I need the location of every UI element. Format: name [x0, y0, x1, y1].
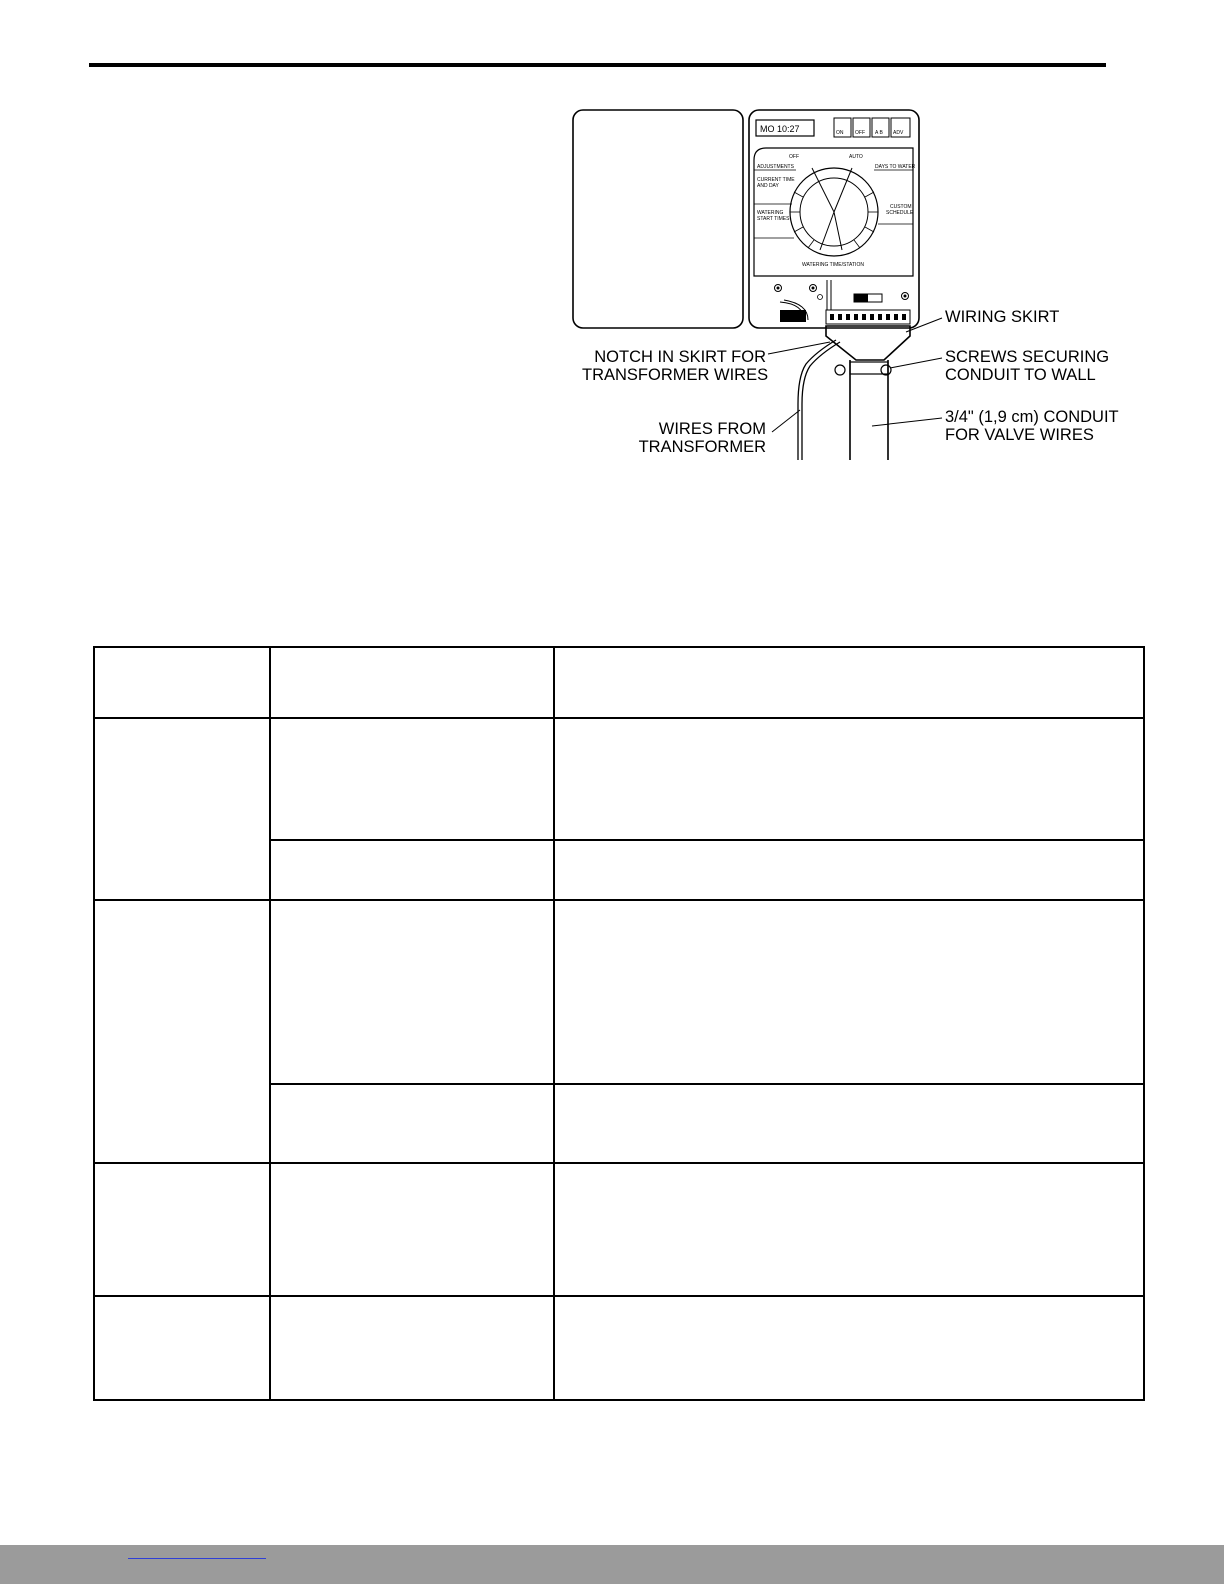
dial-watering-time-label: WATERING TIME/STATION — [802, 262, 864, 268]
table-cell — [94, 1296, 270, 1400]
button-off-label: OFF — [855, 130, 865, 136]
dial-custom-label: CUSTOM — [890, 204, 912, 210]
table-row — [94, 1163, 1144, 1296]
dial-auto-label: AUTO — [849, 154, 863, 160]
table-cell — [94, 647, 270, 718]
table-cell — [94, 718, 270, 900]
callout-conduit-line1: 3/4" (1,9 cm) CONDUIT — [945, 408, 1119, 426]
callout-wiring-skirt — [945, 308, 1059, 326]
table-cell — [554, 900, 1144, 1084]
dial-off-label: OFF — [789, 154, 799, 160]
callout-wires — [628, 420, 766, 456]
callout-conduit — [945, 408, 1119, 444]
controller-installation-figure — [568, 104, 1118, 464]
callout-notch-line1: NOTCH IN SKIRT FOR — [594, 348, 766, 366]
dial-days-to-water-label: DAYS TO WATER — [875, 164, 916, 170]
header-rule — [89, 63, 1106, 67]
dial-schedule-label: SCHEDULE — [886, 210, 914, 216]
button-on-label: ON — [836, 130, 844, 136]
callout-wires-line1: WIRES FROM — [658, 420, 766, 438]
table-cell — [554, 1163, 1144, 1296]
table-cell — [554, 1084, 1144, 1163]
footer-bar — [0, 1545, 1224, 1584]
conduit — [850, 360, 888, 460]
dial-watering-label: WATERING — [757, 210, 784, 216]
display-readout: MO 10:27 — [760, 124, 800, 134]
callout-wiring-skirt-text: WIRING SKIRT — [945, 308, 1060, 326]
dial-and-day-label: AND DAY — [757, 183, 779, 189]
table-cell — [270, 647, 554, 718]
dial-current-time-label: CURRENT TIME — [757, 177, 795, 183]
table-cell — [94, 900, 270, 1163]
table-cell — [94, 1163, 270, 1296]
table-cell — [554, 718, 1144, 840]
table-header-row — [94, 647, 1144, 718]
battery-block — [780, 310, 806, 322]
table-cell — [270, 840, 554, 900]
table-cell — [270, 1163, 554, 1296]
table-cell — [270, 1084, 554, 1163]
callout-conduit-line2: FOR VALVE WIRES — [945, 426, 1094, 444]
dial-adjustments-label: ADJUSTMENTS — [757, 164, 794, 170]
dial-start-times-label: START TIMES — [757, 216, 790, 222]
table-row — [94, 900, 1144, 1084]
troubleshooting-table — [93, 646, 1145, 1401]
table-cell — [270, 718, 554, 840]
button-ab-label: A B — [875, 130, 883, 136]
controller-door — [573, 110, 743, 328]
table-cell — [270, 900, 554, 1084]
callout-notch — [582, 348, 769, 384]
callout-notch-line2: TRANSFORMER WIRES — [582, 366, 769, 384]
callout-screws-line1: SCREWS SECURING — [945, 348, 1110, 366]
table-row — [94, 718, 1144, 840]
button-adv-label: ADV — [893, 130, 904, 136]
callout-wires-line2: TRANSFORMER — [638, 438, 766, 456]
table-cell — [270, 1296, 554, 1400]
footer-link-underline[interactable] — [128, 1558, 266, 1559]
table-row — [94, 1296, 1144, 1400]
table-cell — [554, 840, 1144, 900]
callout-screws — [945, 348, 1109, 384]
callout-screws-line2: CONDUIT TO WALL — [945, 366, 1096, 384]
table-cell — [554, 647, 1144, 718]
table-cell — [554, 1296, 1144, 1400]
